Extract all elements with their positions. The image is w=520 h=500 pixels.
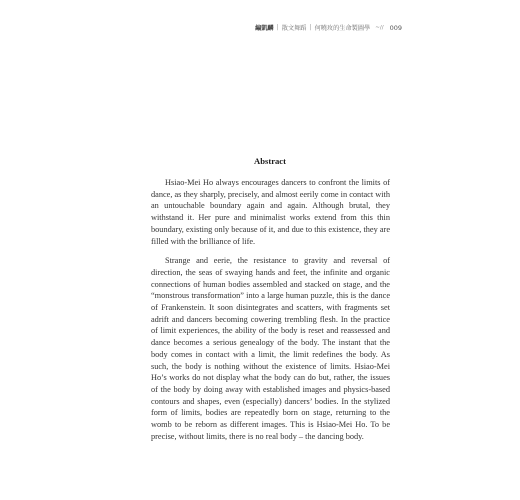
page-number: 009 — [389, 23, 402, 32]
abstract-paragraph: Strange and eerie, the resistance to gravity and reversal of direction, the seas of swaying hands and feet, the infinite and organic connections of human bodies assembled and stacked on stage, and the “monstrous transformation” into a large human puzzle, this is the dance of Frankenstein. It soon disintegrates and scatters, with fragments set adrift and dancers becoming cowering trembling flesh. In the practice of limit experiences, the ability of the body is reset and reassessed and dance becomes a serious genealogy of the body. The instant that the body comes in contact with a limit, the limit redefines the body. As such, the body is nothing without the existence of limits. Hsiao-Mei Ho’s works do not display what the body can do but, rather, the issues of the body by doing away with established images and physics-based contours and shapes, even (especially) dancers’ bodies. In the stylized form of limits, bodies are repeatedly born on stage, returning to the womb to be reborn as different images. This is Hsiao-Mei Ho. To be precise, without limits, there is no real body – the dancing body. — [151, 256, 390, 441]
abstract-title: Abstract — [254, 156, 286, 166]
running-header — [255, 23, 402, 32]
abstract-body — [151, 177, 390, 450]
header-section: 散文舞蹈 — [281, 25, 307, 32]
header-divider: | — [309, 24, 312, 31]
header-author: 編凱麟 — [255, 25, 274, 32]
header-divider: | — [276, 24, 279, 31]
header-subtitle: 何曉玫的生命製圖學 — [314, 25, 371, 32]
header-mark: ~// — [375, 24, 384, 31]
abstract-paragraph: Hsiao-Mei Ho always encourages dancers to confront the limits of dance, as they sharply, precisely, and almost eerily come in contact with an untouchable boundary again and again. Although brutal, they withstand it. Her pure and minimalist works extend from this thin boundary, existing only because of it, and due to this existence, they are filled with the brilliance of life. — [151, 178, 390, 246]
